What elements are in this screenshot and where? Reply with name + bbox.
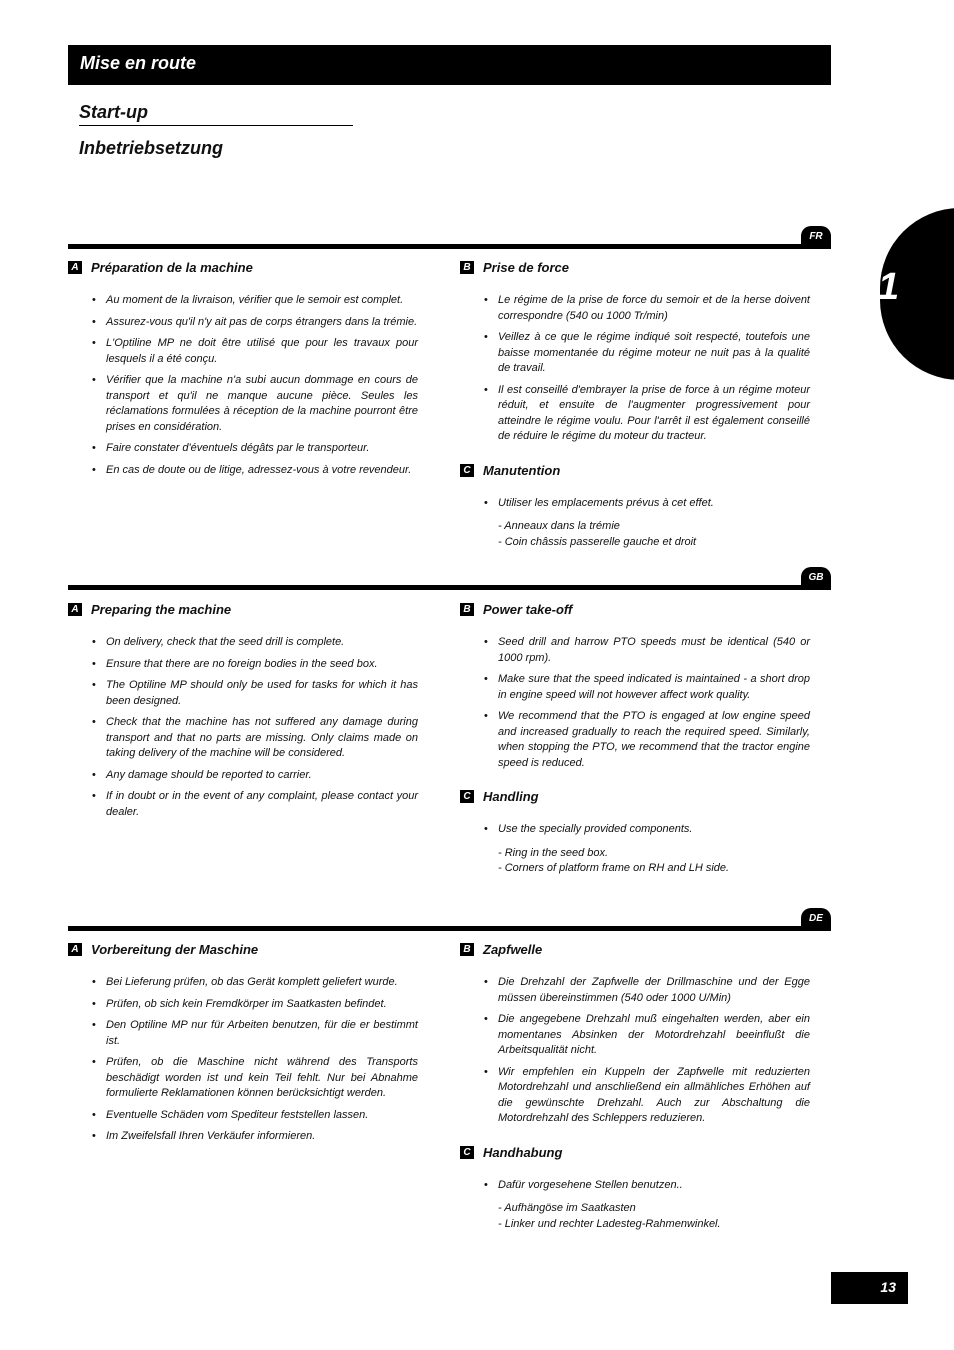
right-column [460,602,810,877]
bullet-item: • Make sure that the speed indicated is maintained - a short drop in engine speed will not however affect work quality. [498,672,810,703]
subtitle-german: Inbetriebsetzung [79,138,224,158]
section-title: Vorbereitung der Maschine [91,942,259,957]
section-title: Handhabung [483,1144,563,1160]
bullet-item: • Check that the machine has not suffered any damage during transport and that no parts are missing. Only claims made on taking delivery of the machine will be considered. [106,715,418,762]
bullet-item: • If in doubt or in the event of any complaint, please contact your dealer. [106,789,418,820]
right-column [460,260,810,550]
section-title: Power take-off [483,602,573,617]
bullet-item: • Prüfen, ob sich kein Fremdkörper im Saatkasten befindet. [106,997,418,1013]
section-letter-badge: A [68,261,82,274]
bullet-item: • On delivery, check that the seed drill is complete. [106,635,418,651]
section-title: Handling [483,789,539,804]
language-badge: FR [801,226,831,246]
bullet-item: • Any damage should be reported to carrier. [106,768,418,784]
page-number-text: 13 [880,1279,896,1295]
language-badge: DE [801,908,831,928]
bullet-list [460,975,810,1127]
section-letter-badge: B [460,261,474,274]
language-badge: GB [801,567,831,587]
dash-list [460,846,810,877]
bullet-list [460,293,810,445]
section-title: Préparation de la machine [91,260,253,275]
section-heading [460,463,810,478]
bullet-list [68,293,418,478]
dash-item: - Corners of platform frame on RH and LH side. [498,862,730,874]
dash-item: - Anneaux dans la trémie [498,520,620,532]
bullet-item: • Use the specially provided components. [498,822,810,838]
section-heading [460,260,810,275]
page-number [831,1272,908,1304]
bullet-item: • Au moment de la livraison, vérifier que le semoir est complet. [106,293,418,309]
bullet-list [68,975,418,1145]
bullet-item: • Dafür vorgesehene Stellen benutzen.. [498,1178,810,1194]
section-letter-badge: C [460,1146,474,1159]
bullet-list [68,635,418,820]
bullet-item: • Den Optiline MP nur für Arbeiten benutzen, für die er bestimmt ist. [106,1018,418,1049]
bullet-list [460,635,810,771]
page-title: Mise en route [80,53,197,73]
section-letter-badge: B [460,943,474,956]
section-rule [68,926,831,931]
dash-item: - Aufhängöse im Saatkasten [498,1202,636,1214]
dash-item: - Linker und rechter Ladesteg-Rahmenwinkel. [498,1217,721,1230]
bullet-item: • Im Zweifelsfall Ihren Verkäufer informieren. [106,1129,418,1145]
bullet-item: • Bei Lieferung prüfen, ob das Gerät komplett geliefert wurde. [106,975,418,991]
bullet-item: • Wir empfehlen ein Kuppeln der Zapfwelle mit reduzierten Motordrehzahl und anschließend ein allmähliches Erhöhen auf die gewünschte Drehzahl. Auch zur Abschaltung die Motordrehzahl des Schleppers reduzieren. [498,1065,810,1127]
section-heading [460,602,810,617]
section-heading [460,942,810,957]
chapter-number: 1 [878,266,900,308]
left-column [68,260,418,484]
right-column [460,942,810,1232]
bullet-item: • The Optiline MP should only be used for tasks for which it has been designed. [106,678,418,709]
bullet-item: • Veillez à ce que le régime indiqué soit respecté, toutefois une baisse momentanée du régime moteur ne nuit pas à la qualité de travail. [498,330,810,377]
dash-list [460,1201,810,1232]
bullet-item: • We recommend that the PTO is engaged at low engine speed and increased gradually to reach the required speed. Similarly, when stopping the PTO, we recommend that the tractor engine speed is reduced. [498,709,810,771]
left-column [68,942,418,1151]
bullet-item: • Ensure that there are no foreign bodies in the seed box. [106,657,418,673]
left-column [68,602,418,826]
bullet-item: • Prüfen, ob die Maschine nicht während des Transports beschädigt worden ist und kein Teil fehlt. Nur bei Abnahme formulierte Reklamationen können berücksichtigt werden. [106,1055,418,1102]
section-rule [68,244,831,249]
bullet-list [460,496,810,512]
bullet-item: • Vérifier que la machine n'a subi aucun dommage en cours de transport et qu'il ne manque aucune pièce. Seules les réclamations formulées à réception de la machine pourront être prises en considération. [106,373,418,435]
bullet-item: • En cas de doute ou de litige, adressez-vous à votre revendeur. [106,463,418,479]
bullet-item: • Le régime de la prise de force du semoir et de la herse doivent correspondre (540 ou 1000 Tr/min) [498,293,810,324]
bullet-item: • Faire constater d'éventuels dégâts par le transporteur. [106,441,418,457]
section-heading [68,260,418,275]
bullet-item: • Seed drill and harrow PTO speeds must be identical (540 or 1000 rpm). [498,635,810,666]
chapter-tab [880,208,954,380]
section-letter-badge: B [460,603,474,616]
dash-list [460,519,810,550]
section-letter-badge: A [68,603,82,616]
bullet-item: • Utiliser les emplacements prévus à cet effet. [498,496,810,512]
subtitle-rule [79,125,353,126]
subtitle-english: Start-up [79,102,148,122]
section-title: Zapfwelle [483,942,543,957]
header-bar [68,45,831,85]
section-letter-badge: C [460,464,474,477]
bullet-item: • Assurez-vous qu'il n'y ait pas de corps étrangers dans la trémie. [106,315,418,331]
dash-item: - Ring in the seed box. [498,846,609,859]
section-heading [460,789,810,804]
section-heading [460,1145,810,1160]
section-title: Prise de force [483,260,569,275]
bullet-list [460,822,810,838]
bullet-item: • Die angegebene Drehzahl muß eingehalten werden, aber ein momentanes Absinken der Motordrehzahl beeinflußt die Arbeitsqualität nicht. [498,1012,810,1059]
dash-item: - Coin châssis passerelle gauche et droit [498,535,697,548]
bullet-item: • Eventuelle Schäden vom Spediteur feststellen lassen. [106,1108,418,1124]
section-title: Preparing the machine [91,602,232,617]
section-title: Manutention [483,462,561,478]
bullet-item: • Die Drehzahl der Zapfwelle der Drillmaschine und der Egge müssen übereinstimmen (540 oder 1000 U/Min) [498,975,810,1006]
section-rule [68,585,831,590]
section-heading [68,942,418,957]
section-heading [68,602,418,617]
bullet-list [460,1178,810,1194]
section-letter-badge: C [460,790,474,803]
section-letter-badge: A [68,943,82,956]
bullet-item: • L'Optiline MP ne doit être utilisé que pour les travaux pour lesquels il a été conçu. [106,336,418,367]
bullet-item: • Il est conseillé d'embrayer la prise de force à un régime moteur réduit, et ensuite de l'augmenter progressivement pour atteindre le régime voulu. Pour l'arrêt il est également conseillé de réduire le régime du moteur du tracteur. [498,383,810,445]
